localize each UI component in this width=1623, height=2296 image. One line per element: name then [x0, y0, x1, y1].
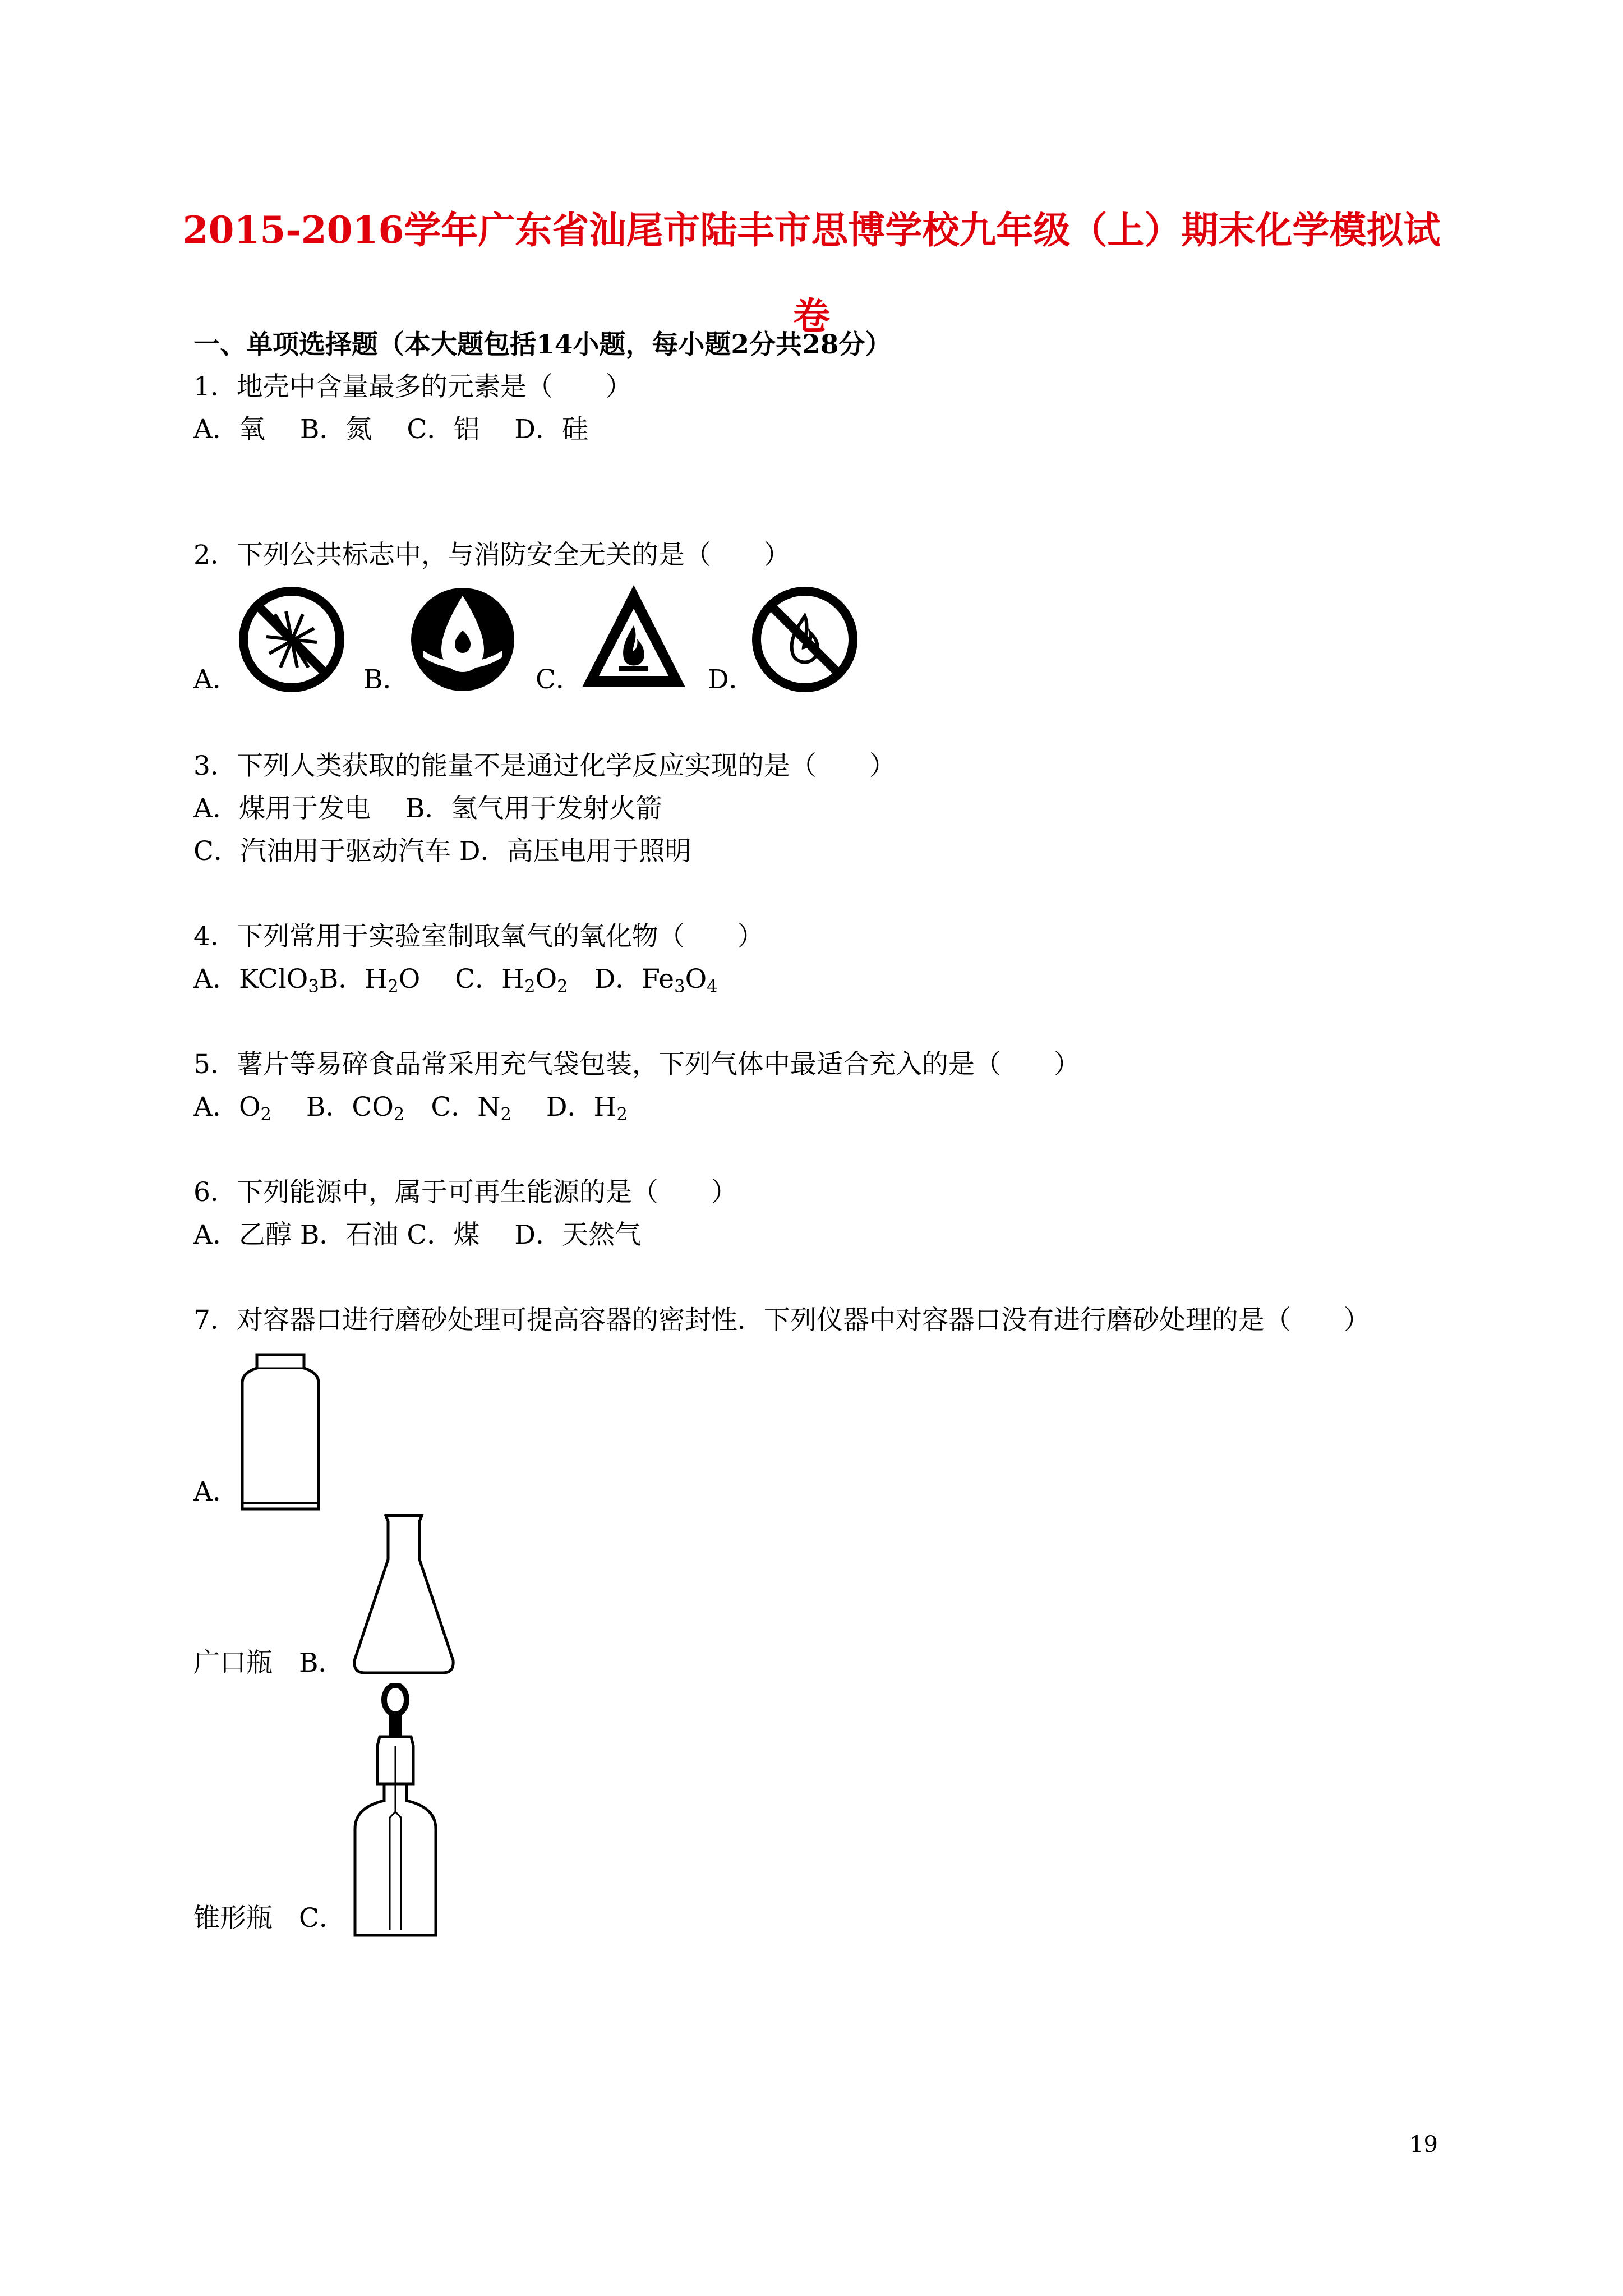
flammable-warning-sign-icon: [578, 581, 690, 693]
formula-subscript: 2: [260, 1105, 271, 1125]
formula-text: O: [535, 964, 557, 995]
no-open-flame-sign-icon: [749, 583, 861, 696]
page-number: 19: [1409, 2132, 1438, 2157]
question-2-option-c-label: C．: [536, 664, 582, 695]
question-3-stem: 3．下列人类获取的能量不是通过化学反应实现的是（ ）: [193, 751, 896, 781]
question-1-stem: 1．地壳中含量最多的元素是（ ）: [193, 371, 632, 402]
wide-mouth-bottle-icon: [230, 1349, 331, 1512]
question-7-option-b-label: 广口瓶 B．: [193, 1648, 345, 1678]
formula-text: O: [685, 964, 707, 995]
question-2-option-a-label: A．: [193, 664, 239, 695]
conical-flask-icon: [348, 1509, 460, 1677]
formula-subscript: 4: [707, 977, 718, 997]
formula-subscript: 2: [524, 977, 536, 997]
question-1-options: A．氧 B．氮 C．铝 D．硅: [193, 414, 588, 445]
formula-subscript: 2: [557, 977, 568, 997]
no-fireworks-sign-icon: [236, 583, 348, 696]
formula-text: B．H: [319, 964, 388, 995]
question-6-stem: 6．下列能源中，属于可再生能源的是（ ）: [193, 1177, 737, 1208]
question-2-stem: 2．下列公共标志中，与消防安全无关的是（ ）: [193, 540, 790, 570]
formula-text: D．H: [511, 1092, 617, 1122]
formula-text: C．N: [404, 1092, 501, 1122]
formula-text: B．CO: [271, 1092, 394, 1122]
question-3-options-line-2: C．汽油用于驱动汽车 D．高压电用于照明: [193, 836, 691, 867]
question-4-stem: 4．下列常用于实验室制取氧气的氧化物（ ）: [193, 921, 764, 952]
question-4-options: [193, 963, 718, 1004]
formula-subscript: 2: [388, 977, 399, 997]
water-saving-sign-icon: [407, 583, 519, 696]
exam-title-line-1: 2015-2016学年广东省汕尾市陆丰市思博学校九年级（上）期末化学模拟试: [182, 208, 1441, 252]
question-7-stem: 7．对容器口进行磨砂处理可提高容器的密封性．下列仪器中对容器口没有进行磨砂处理的是（ ）: [193, 1305, 1370, 1336]
question-2-option-b-label: B．: [363, 664, 409, 695]
formula-subscript: 2: [393, 1105, 405, 1125]
question-2-option-d-label: D．: [708, 664, 755, 695]
question-5-options: [193, 1091, 628, 1132]
question-7-option-a-label: A．: [193, 1476, 239, 1507]
formula-subscript: 3: [674, 977, 685, 997]
question-5-stem: 5．薯片等易碎食品常采用充气袋包装，下列气体中最适合充入的是（ ）: [193, 1049, 1080, 1080]
formula-text: A．KClO: [193, 964, 308, 995]
formula-subscript: 2: [616, 1105, 628, 1125]
dropper-bottle-icon: [345, 1683, 446, 1941]
section-heading: 一、单项选择题（本大题包括14小题，每小题2分共28分）: [193, 329, 892, 360]
formula-subscript: 2: [500, 1105, 511, 1125]
formula-text: D．Fe: [568, 964, 675, 995]
formula-subscript: 3: [308, 977, 319, 997]
formula-text: A．O: [193, 1092, 261, 1122]
formula-text: O C．H: [398, 964, 525, 995]
exam-title-line-2: 卷: [793, 294, 830, 338]
question-6-options: A．乙醇 B．石油 C．煤 D．天然气: [193, 1220, 641, 1250]
question-3-options-line-1: A．煤用于发电 B．氢气用于发射火箭: [193, 793, 662, 824]
question-7-option-c-label: 锥形瓶 C．: [193, 1903, 345, 1934]
